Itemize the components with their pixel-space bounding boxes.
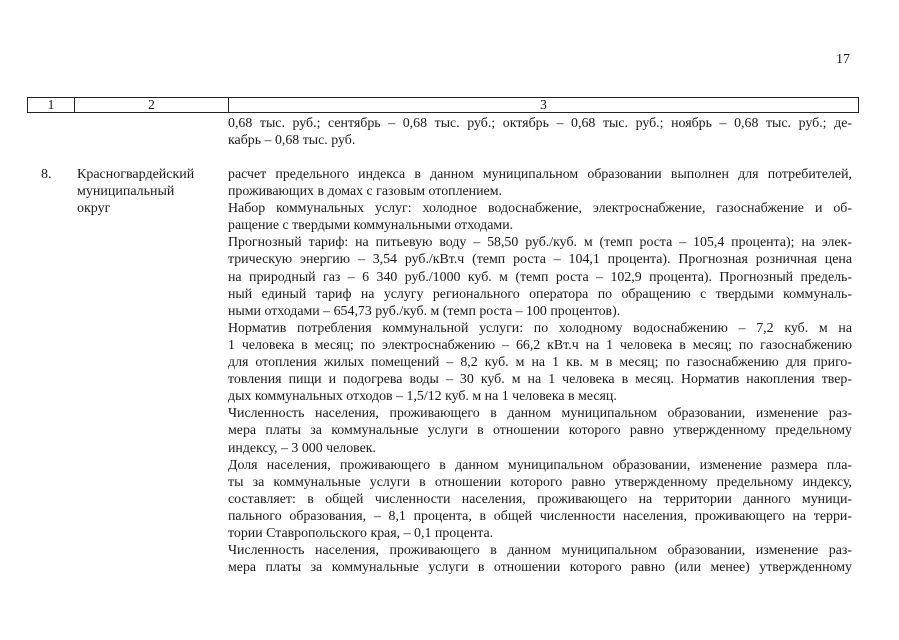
paragraph-services <box>228 200 852 234</box>
column-header-2: 2 <box>75 98 229 113</box>
text-line: Норматив потребления коммунальной услуги: по холодному водоснабжению – 7,2 куб. м на <box>228 320 852 336</box>
text-line: Численность населения, проживающего в данном муниципальном образовании, изменение раз- <box>228 543 852 559</box>
text-line: пального образования, – 8,1 процента, в общей численности населения, проживающего на терри- <box>228 508 852 524</box>
municipality-name-line: Красногвардейский <box>77 167 195 182</box>
text-line: ный единый тариф на услугу регионального оператора по обращению с твердыми коммуналь- <box>228 286 852 302</box>
text-line: Набор коммунальных услуг: холодное водоснабжение, электроснабжение, газоснабжение и об- <box>228 201 852 217</box>
text-line: расчет предельного индекса в данном муниципальном образовании выполнен для потребителей, <box>228 167 852 182</box>
text-line: Доля населения, проживающего в данном муниципальном образовании, изменение размера пла- <box>228 457 852 473</box>
text-line: проживающих в домах с газовым отоплением. <box>228 184 502 200</box>
text-line: ты за коммунальные услуги в отношении которого равно утвержденному предельному индексу, <box>228 474 852 490</box>
text-line: Прогнозный тариф: на питьевую воду – 58,50 руб./куб. м (темп роста – 105,4 процента); на элек- <box>228 235 852 251</box>
paragraph-scope <box>228 166 852 200</box>
text-line: ными отходами – 654,73 руб./куб. м (темп роста – 100 процентов). <box>228 303 621 319</box>
entry-description <box>228 166 852 576</box>
paragraph-tariffs <box>228 234 852 319</box>
text-line: 0,68 тыс. руб.; сентябрь – 0,68 тыс. руб.; октябрь – 0,68 тыс. руб.; ноябрь – 0,68 тыс. руб.; де- <box>228 116 852 131</box>
text-line: трическую энергию – 3,54 руб./кВт.ч (темп роста – 104,1 процента). Прогнозная розничная цена <box>228 252 852 268</box>
text-line: индексу, – 3 000 человек. <box>228 440 377 456</box>
text-line: кабрь – 0,68 тыс. руб. <box>228 133 356 149</box>
column-header-row <box>27 97 859 113</box>
entry-number: 8. <box>41 167 52 182</box>
column-header-3: 3 <box>229 98 859 113</box>
paragraph-population-share <box>228 457 852 542</box>
text-line: тории Ставропольского края, – 0,1 процента. <box>228 525 494 541</box>
municipality-name-line: муниципальный <box>77 184 175 200</box>
text-line: 1 человека в месяц; по электроснабжению – 66,2 кВт.ч на 1 человека в месяц; по газоснабжению <box>228 337 852 353</box>
column-header-1: 1 <box>28 98 75 113</box>
text-line: дых коммунальных отходов – 1,5/12 куб. м на 1 человека в месяц. <box>228 389 617 405</box>
continuation-text <box>228 115 852 149</box>
text-line: Численность населения, проживающего в данном муниципальном образовании, изменение раз- <box>228 406 852 422</box>
paragraph-population-count <box>228 405 852 456</box>
text-line: мера платы за коммунальные услуги в отношении которого равно (или менее) утвержденному <box>228 560 852 576</box>
text-line: на природный газ – 6 340 руб./1000 куб. м (темп роста – 102,9 процента). Прогнозный предель- <box>228 269 852 285</box>
text-line: мера платы за коммунальные услуги в отношении которого равно утвержденному предельному <box>228 423 852 439</box>
text-line: товления пищи и подогрева воды – 30 куб. м на 1 человека в месяц. Норматив накопления твер- <box>228 372 852 388</box>
paragraph-population-count-less <box>228 542 852 576</box>
text-line: составляет: в общей численности населения, проживающего на территории данного муници- <box>228 491 852 507</box>
municipality-name <box>77 166 225 217</box>
paragraph-norms <box>228 320 852 405</box>
page-number: 17 <box>836 52 850 67</box>
text-line: ращение с твердыми коммунальными отходами. <box>228 218 514 234</box>
municipality-name-line: округ <box>77 201 111 217</box>
text-line: для отопления жилых помещений – 8,2 куб. м на 1 кв. м в месяц; по газоснабжению для приго- <box>228 355 852 371</box>
